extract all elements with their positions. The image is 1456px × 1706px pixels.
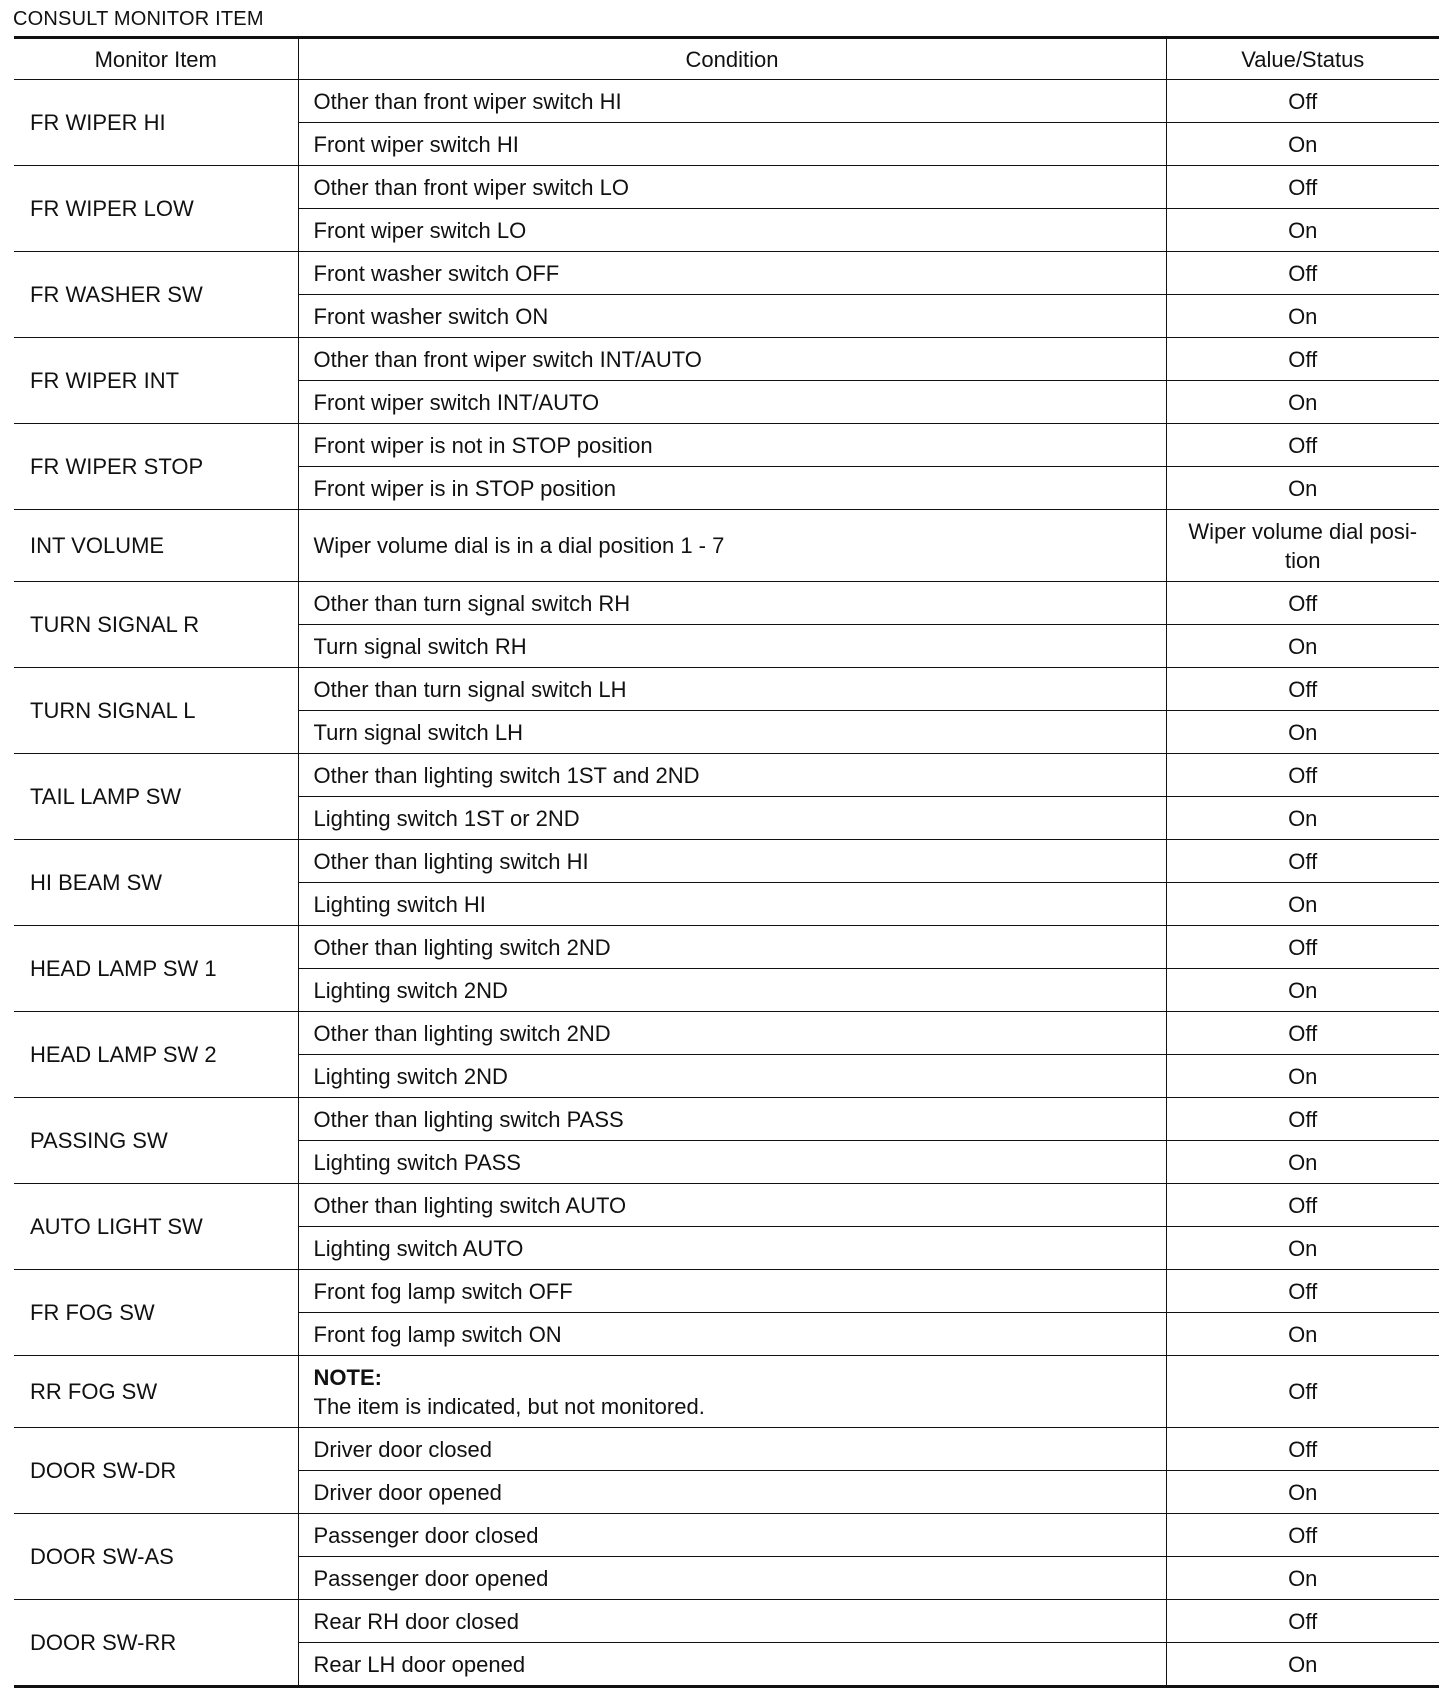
condition-cell: Other than front wiper switch INT/AUTO: [298, 338, 1166, 381]
value-status-cell: On: [1166, 797, 1439, 840]
table-row: [14, 754, 1439, 797]
value-status-cell: On: [1166, 1471, 1439, 1514]
value-status-cell: On: [1166, 883, 1439, 926]
value-status-cell: Off: [1166, 338, 1439, 381]
table-row: [14, 166, 1439, 209]
condition-cell: Front wiper switch HI: [298, 123, 1166, 166]
condition-cell: Driver door opened: [298, 1471, 1166, 1514]
value-status-cell: Wiper volume dial posi-tion: [1166, 510, 1439, 582]
table-row: [14, 1270, 1439, 1313]
condition-cell: Other than lighting switch 1ST and 2ND: [298, 754, 1166, 797]
table-header-row: [14, 38, 1439, 80]
table-row: [14, 510, 1439, 582]
monitor-item-cell: INT VOLUME: [14, 510, 298, 582]
value-status-cell: On: [1166, 1227, 1439, 1270]
condition-cell: Rear LH door opened: [298, 1643, 1166, 1687]
value-status-cell: On: [1166, 625, 1439, 668]
table-row: [14, 1184, 1439, 1227]
table-row: [14, 582, 1439, 625]
condition-cell: Front fog lamp switch OFF: [298, 1270, 1166, 1313]
note-label: NOTE:: [313, 1364, 382, 1390]
condition-cell: Front wiper is not in STOP position: [298, 424, 1166, 467]
condition-cell: Wiper volume dial is in a dial position 1 - 7: [298, 510, 1166, 582]
monitor-item-cell: FR WASHER SW: [14, 252, 298, 338]
condition-cell: Other than turn signal switch RH: [298, 582, 1166, 625]
condition-cell: Other than lighting switch HI: [298, 840, 1166, 883]
monitor-item-cell: TURN SIGNAL L: [14, 668, 298, 754]
condition-cell: Front washer switch OFF: [298, 252, 1166, 295]
condition-cell: Turn signal switch LH: [298, 711, 1166, 754]
monitor-item-table: [14, 36, 1439, 1688]
value-status-cell: On: [1166, 969, 1439, 1012]
table-row: [14, 668, 1439, 711]
condition-cell: Front wiper switch LO: [298, 209, 1166, 252]
condition-cell: Other than front wiper switch LO: [298, 166, 1166, 209]
note-text: The item is indicated, but not monitored.: [313, 1393, 705, 1419]
condition-cell: Passenger door opened: [298, 1557, 1166, 1600]
value-status-cell: Off: [1166, 840, 1439, 883]
monitor-item-cell: HI BEAM SW: [14, 840, 298, 926]
monitor-item-cell: FR FOG SW: [14, 1270, 298, 1356]
table-row: [14, 1356, 1439, 1428]
table-row: [14, 1012, 1439, 1055]
value-status-cell: Off: [1166, 1514, 1439, 1557]
condition-cell: Other than lighting switch PASS: [298, 1098, 1166, 1141]
value-status-cell: On: [1166, 1141, 1439, 1184]
monitor-item-cell: FR WIPER INT: [14, 338, 298, 424]
monitor-item-cell: HEAD LAMP SW 1: [14, 926, 298, 1012]
table-row: [14, 1428, 1439, 1471]
value-status-cell: Off: [1166, 1600, 1439, 1643]
value-status-cell: On: [1166, 711, 1439, 754]
condition-cell: Passenger door closed: [298, 1514, 1166, 1557]
condition-cell: Other than lighting switch 2ND: [298, 1012, 1166, 1055]
condition-cell: Front washer switch ON: [298, 295, 1166, 338]
condition-cell: Lighting switch 1ST or 2ND: [298, 797, 1166, 840]
condition-cell: Lighting switch 2ND: [298, 1055, 1166, 1098]
value-status-cell: On: [1166, 123, 1439, 166]
condition-cell: [298, 1356, 1166, 1428]
value-status-cell: Off: [1166, 754, 1439, 797]
value-status-cell: Off: [1166, 80, 1439, 123]
value-status-cell: On: [1166, 209, 1439, 252]
monitor-item-cell: DOOR SW-AS: [14, 1514, 298, 1600]
condition-cell: Front wiper switch INT/AUTO: [298, 381, 1166, 424]
table-body: [14, 80, 1439, 1687]
monitor-item-cell: PASSING SW: [14, 1098, 298, 1184]
value-status-cell: Off: [1166, 582, 1439, 625]
monitor-item-cell: DOOR SW-DR: [14, 1428, 298, 1514]
condition-cell: Rear RH door closed: [298, 1600, 1166, 1643]
value-status-cell: Off: [1166, 1184, 1439, 1227]
header-value-status: Value/Status: [1166, 38, 1439, 80]
value-status-cell: Off: [1166, 166, 1439, 209]
monitor-item-cell: FR WIPER LOW: [14, 166, 298, 252]
value-status-cell: Off: [1166, 1428, 1439, 1471]
header-monitor-item: Monitor Item: [14, 38, 298, 80]
condition-cell: Lighting switch PASS: [298, 1141, 1166, 1184]
condition-cell: Front fog lamp switch ON: [298, 1313, 1166, 1356]
value-status-cell: On: [1166, 1313, 1439, 1356]
monitor-item-cell: AUTO LIGHT SW: [14, 1184, 298, 1270]
table-row: [14, 1600, 1439, 1643]
table-row: [14, 1098, 1439, 1141]
monitor-item-cell: RR FOG SW: [14, 1356, 298, 1428]
monitor-item-cell: HEAD LAMP SW 2: [14, 1012, 298, 1098]
value-status-cell: On: [1166, 1055, 1439, 1098]
monitor-item-cell: TAIL LAMP SW: [14, 754, 298, 840]
condition-cell: Other than lighting switch 2ND: [298, 926, 1166, 969]
value-status-cell: Off: [1166, 424, 1439, 467]
condition-cell: Other than front wiper switch HI: [298, 80, 1166, 123]
condition-cell: Front wiper is in STOP position: [298, 467, 1166, 510]
condition-cell: Lighting switch 2ND: [298, 969, 1166, 1012]
value-status-cell: On: [1166, 467, 1439, 510]
value-status-cell: Off: [1166, 1356, 1439, 1428]
condition-cell: Turn signal switch RH: [298, 625, 1166, 668]
table-row: [14, 80, 1439, 123]
value-status-cell: On: [1166, 381, 1439, 424]
value-status-cell: On: [1166, 1557, 1439, 1600]
value-status-cell: Off: [1166, 1270, 1439, 1313]
header-condition: Condition: [298, 38, 1166, 80]
value-status-cell: Off: [1166, 1012, 1439, 1055]
page-title: CONSULT MONITOR ITEM: [13, 8, 264, 30]
condition-cell: Driver door closed: [298, 1428, 1166, 1471]
monitor-item-cell: TURN SIGNAL R: [14, 582, 298, 668]
table-row: [14, 424, 1439, 467]
table-row: [14, 338, 1439, 381]
table-row: [14, 840, 1439, 883]
table-row: [14, 926, 1439, 969]
condition-cell: Other than turn signal switch LH: [298, 668, 1166, 711]
value-status-cell: Off: [1166, 252, 1439, 295]
value-status-cell: Off: [1166, 926, 1439, 969]
condition-cell: Lighting switch AUTO: [298, 1227, 1166, 1270]
condition-cell: Lighting switch HI: [298, 883, 1166, 926]
condition-cell: Other than lighting switch AUTO: [298, 1184, 1166, 1227]
table-row: [14, 1514, 1439, 1557]
value-status-cell: On: [1166, 295, 1439, 338]
monitor-item-cell: FR WIPER STOP: [14, 424, 298, 510]
monitor-item-cell: DOOR SW-RR: [14, 1600, 298, 1687]
table-row: [14, 252, 1439, 295]
value-status-cell: Off: [1166, 668, 1439, 711]
monitor-item-cell: FR WIPER HI: [14, 80, 298, 166]
value-status-cell: On: [1166, 1643, 1439, 1687]
value-status-cell: Off: [1166, 1098, 1439, 1141]
